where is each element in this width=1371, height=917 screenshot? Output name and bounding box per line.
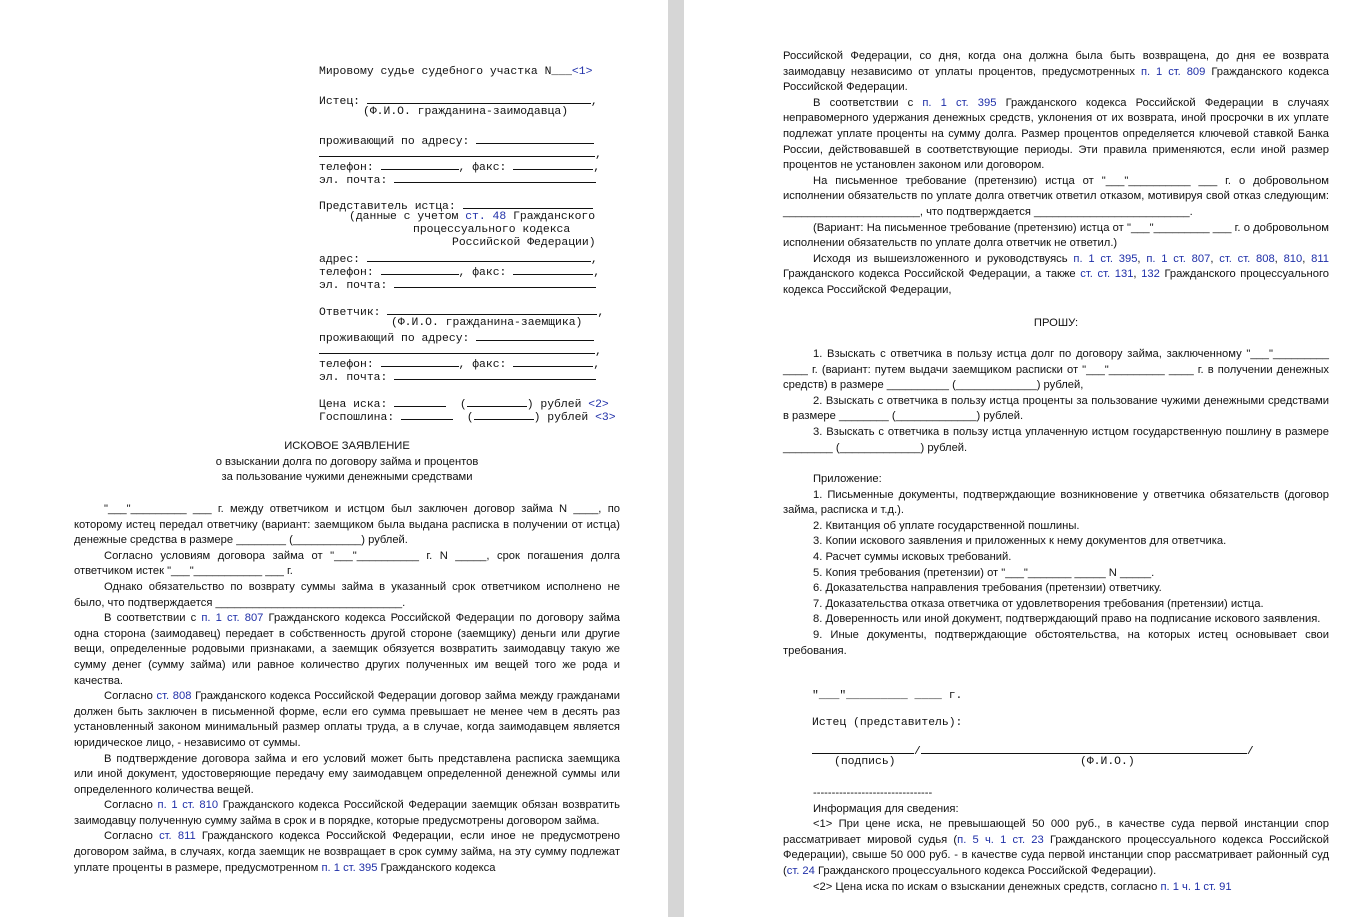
plaintiff-hint: (Ф.И.О. гражданина-заимодавца) (363, 106, 569, 118)
paragraph: "___"_________ ___ г. между ответчиком и истцом был заключен договор займа N ____, по которому истец передал ответчику (вариант: заемщиком была выдана расписка в получении от истца) денежные средства в размере ________ (___________) рублей. (74, 503, 620, 547)
paragraph: В соответствии с п. 1 ст. 807 Гражданского кодекса Российской Федерации по договору займа одна сторона (заимодавец) передает в собственность другой стороне (заемщику) деньги или другие вещи, определенные родовыми признаками, а заемщик обязуется возвратить заимодавцу такую же сумму денег (сумму займа) или равное количество других полученных им вещей того же рода и качества. (74, 612, 620, 687)
attachments-title: Приложение: (813, 473, 882, 485)
link-st-808[interactable]: ст. 808 (156, 690, 192, 703)
request-item: 3. Взыскать с ответчика в пользу истца уплаченную истцом государственную пошлину в размере ________ (_____________) рублей. (783, 425, 1329, 454)
title-line-2: о взыскании долга по договору займа и процентов (215, 455, 479, 468)
paragraph: Согласно п. 1 ст. 810 Гражданского кодекса Российской Федерации заемщик обязан возвратить заимодавцу полученную сумму займа в срок и в порядке, которые предусмотрены договором займа. (74, 799, 621, 827)
phone-line: телефон: , факс: , (319, 159, 600, 175)
link-p1-st-807[interactable]: п. 1 ст. 807 (201, 612, 264, 625)
requests-block (783, 347, 1329, 456)
rep-address-line: адрес: , (319, 251, 598, 267)
link-810[interactable]: 810 (1283, 252, 1303, 265)
header-block (319, 66, 616, 426)
def-address-line-2: , (319, 343, 602, 359)
plaintiff-line: Истец: , (319, 93, 598, 109)
title-line-3: за пользование чужими денежными средствами (221, 471, 473, 484)
page-gutter (668, 0, 684, 917)
address-line-2: , (319, 146, 602, 162)
footnote-link-2[interactable]: <2> (588, 399, 609, 411)
footnote-link-3[interactable]: <3> (595, 412, 616, 424)
rep-hint-3: Российской Федерации) (452, 237, 596, 249)
link-p5-ch1-st-23[interactable]: п. 5 ч. 1 ст. 23 (957, 833, 1044, 846)
rep-hint-1: (данные с учетом ст. 48 Гражданского (349, 211, 596, 223)
paragraph: Согласно ст. 811 Гражданского кодекса Российской Федерации, если иное не предусмотрено договором займа, в случаях, когда заемщик не возвращает в срок сумму займа, на эту сумму подлежат уплате проценты в размере, предусмотренном п. 1 ст. 395 Гражданского кодекса (74, 830, 621, 874)
attachments-block (783, 472, 1329, 659)
link-p1-st-809[interactable]: п. 1 ст. 809 (1140, 65, 1206, 78)
attachment-item: 4. Расчет суммы исковых требований. (813, 550, 1012, 563)
footnote-2: <2> Цена иска по искам о взыскании денежных средств, согласно п. 1 ч. 1 ст. 91 (813, 880, 1232, 893)
rep-line: Представитель истца: (319, 198, 593, 214)
paragraph: Согласно ст. 808 Гражданского кодекса Российской Федерации договор займа между гражданами должен быть заключен в письменной форме, если его сумма превышает не менее чем в десять раз установленный законом минимальный размер оплаты труда, а в случае, когда заимодавцем является юридическое лицо, - независимо от суммы. (74, 690, 620, 749)
notes-title: Информация для сведения: (813, 802, 959, 815)
rep-phone-line: телефон: , факс: , (319, 264, 600, 280)
link-st-811[interactable]: ст. 811 (159, 830, 196, 843)
judge-line: Мировому судье судебного участка N___<1> (319, 66, 593, 78)
paragraph: (Вариант: На письменное требование (претензию) истца от "___"_________ ___ г. о добровольном исполнении обязательств по уплате долга ответчик не ответил.) (783, 221, 1329, 250)
body-page-1 (74, 502, 620, 876)
email-line: эл. почта: (319, 172, 596, 188)
link-p1-st-395-c[interactable]: п. 1 ст. 395 (1073, 252, 1138, 265)
attachment-item: 7. Доказательства отказа ответчика от удовлетворения требования (претензии) истца. (813, 597, 1264, 610)
attachment-item: 5. Копия требования (претензии) от "___"_______ _____ N _____. (813, 566, 1155, 579)
paragraph: В подтверждение договора займа и его условий может быть представлена расписка заемщика или иной документ, удостоверяющие передачу ему заимодавцем определенной денежной суммы или определенного количества вещей. (74, 752, 620, 796)
link-st-st-808[interactable]: ст. ст. 808 (1219, 252, 1275, 265)
claim-price-line: Цена иска: ( ) рублей <2> (319, 396, 609, 412)
sign-hint: (подпись) (834, 756, 896, 768)
footnote-1: <1> При цене иска, не превышающей 50 000 руб., в качестве суда первой инстанции спор рассматривает мировой судья (п. 5 ч. 1 ст. 23 Гражданского процессуального кодекса Российской Федерации), свыше 50 000 руб. - в качестве суда первой инстанции спор рассматривает районный суд (ст. 24 Гражданского процессуального кодекса Российской Федерации). (783, 818, 1329, 877)
rep-hint-2: процессуального кодекса (413, 224, 571, 236)
request-heading: ПРОШУ: (1033, 317, 1079, 329)
title-line-1: ИСКОВОЕ ЗАЯВЛЕНИЕ (284, 440, 410, 452)
def-email-line: эл. почта: (319, 369, 596, 385)
attachment-item: 3. Копии искового заявления и приложенных к нему документов для ответчика. (813, 535, 1227, 548)
attachment-item: 2. Квитанция об уплате государственной пошлины. (813, 519, 1080, 532)
request-item: 1. Взыскать с ответчика в пользу истца долг по договору займа, заключенному "___"_________ ____ г. (вариант: путем выдачи заемщиком расписки от "___"_________ ____ г. в получении денежных средств) в размере __________ (_____________) рублей, (783, 348, 1329, 392)
def-address-line: проживающий по адресу: (319, 330, 594, 346)
link-p1-ch1-st-91[interactable]: п. 1 ч. 1 ст. 91 (1160, 880, 1232, 893)
rep-email-line: эл. почта: (319, 277, 596, 293)
attachment-item: 6. Доказательства направления требования (претензии) ответчику. (813, 582, 1162, 595)
def-phone-line: телефон: , факс: , (319, 356, 600, 372)
sign-line: / / (812, 743, 1254, 759)
body-page-2-top (783, 49, 1329, 299)
paragraph: На письменное требование (претензию) истца от "___"__________ ___ г. о добровольном исполнении обязательств по уплате долга ответчик ответил отказом, мотивируя свой отказ следующим: ______________________, что подтверждается _________________________. (783, 174, 1329, 218)
paragraph: Согласно условиям договора займа от "___"__________ г. N _____, срок погашения долга ответчиком истек "___"___________ ___ г. (74, 549, 620, 578)
divider: -------------------------------- (813, 787, 933, 799)
request-item: 2. Взыскать с ответчика в пользу истца проценты за пользование чужими денежными средствами в размере ________ (_____________) рублей. (783, 394, 1329, 423)
document-page-1 (0, 0, 668, 917)
attachment-item: 8. Доверенность или иной документ, подтверждающий право на подписание искового заявления. (813, 613, 1321, 626)
date-line: "___"_________ ____ г. (812, 690, 963, 702)
defendant-line: Ответчик: , (319, 304, 604, 320)
notes-block (783, 786, 1329, 895)
document-page-2 (684, 0, 1371, 917)
link-st-24[interactable]: ст. 24 (786, 864, 815, 877)
sign-label: Истец (представитель): (812, 717, 963, 729)
attachment-item: 9. Иные документы, подтверждающие обстоятельства, на которых истец основывает свои требования. (783, 628, 1329, 657)
link-p1-st-810[interactable]: п. 1 ст. 810 (157, 799, 219, 812)
signature-block (812, 690, 1252, 780)
link-811[interactable]: 811 (1311, 252, 1329, 265)
link-p1-st-807-b[interactable]: п. 1 ст. 807 (1146, 252, 1211, 265)
document-title (74, 439, 620, 486)
link-132[interactable]: 132 (1141, 268, 1160, 281)
link-st-st-131[interactable]: ст. ст. 131 (1080, 268, 1134, 281)
attachment-item: 1. Письменные документы, подтверждающие возникновение у ответчика обязательств (договор займа, расписка и т.д.). (783, 488, 1329, 517)
paragraph: В соответствии с п. 1 ст. 395 Гражданского кодекса Российской Федерации в случаях неправомерного удержания денежных средств, уклонения от их возврата, иной просрочки в их уплате подлежат уплате проценты на сумму долга. Размер процентов определяется ключевой ставкой Банка России, действовавшей в соответствующие периоды. Эти правила применяются, если иной размер процентов не установлен законом или договором. (783, 96, 1329, 172)
defendant-hint: (Ф.И.О. гражданина-заемщика) (391, 317, 583, 329)
paragraph: Российской Федерации, со дня, когда она должна была быть возвращена, до дня ее возврата заимодавцу независимо от уплаты процентов, предусмотренных п. 1 ст. 809 Гражданского кодекса Российской Федерации. (783, 50, 1330, 94)
duty-line: Госпошлина: ( ) рублей <3> (319, 409, 616, 425)
link-st-48[interactable]: ст. 48 (465, 211, 507, 223)
paragraph: Однако обязательство по возврату суммы займа в указанный срок ответчиком исполнено не было, что подтверждается ______________________________. (74, 580, 620, 609)
paragraph: Исходя из вышеизложенного и руководствуясь п. 1 ст. 395, п. 1 ст. 807, ст. ст. 808, 810, 811 Гражданского кодекса Российской Федерации, а также ст. ст. 131, 132 Гражданского процессуального кодекса Российской Федерации, (783, 252, 1329, 296)
link-p1-st-395[interactable]: п. 1 ст. 395 (321, 861, 378, 874)
address-line: проживающий по адресу: (319, 133, 594, 149)
link-p1-st-395-b[interactable]: п. 1 ст. 395 (922, 96, 997, 109)
fio-hint: (Ф.И.О.) (1080, 756, 1135, 768)
footnote-link-1[interactable]: <1> (571, 66, 593, 78)
